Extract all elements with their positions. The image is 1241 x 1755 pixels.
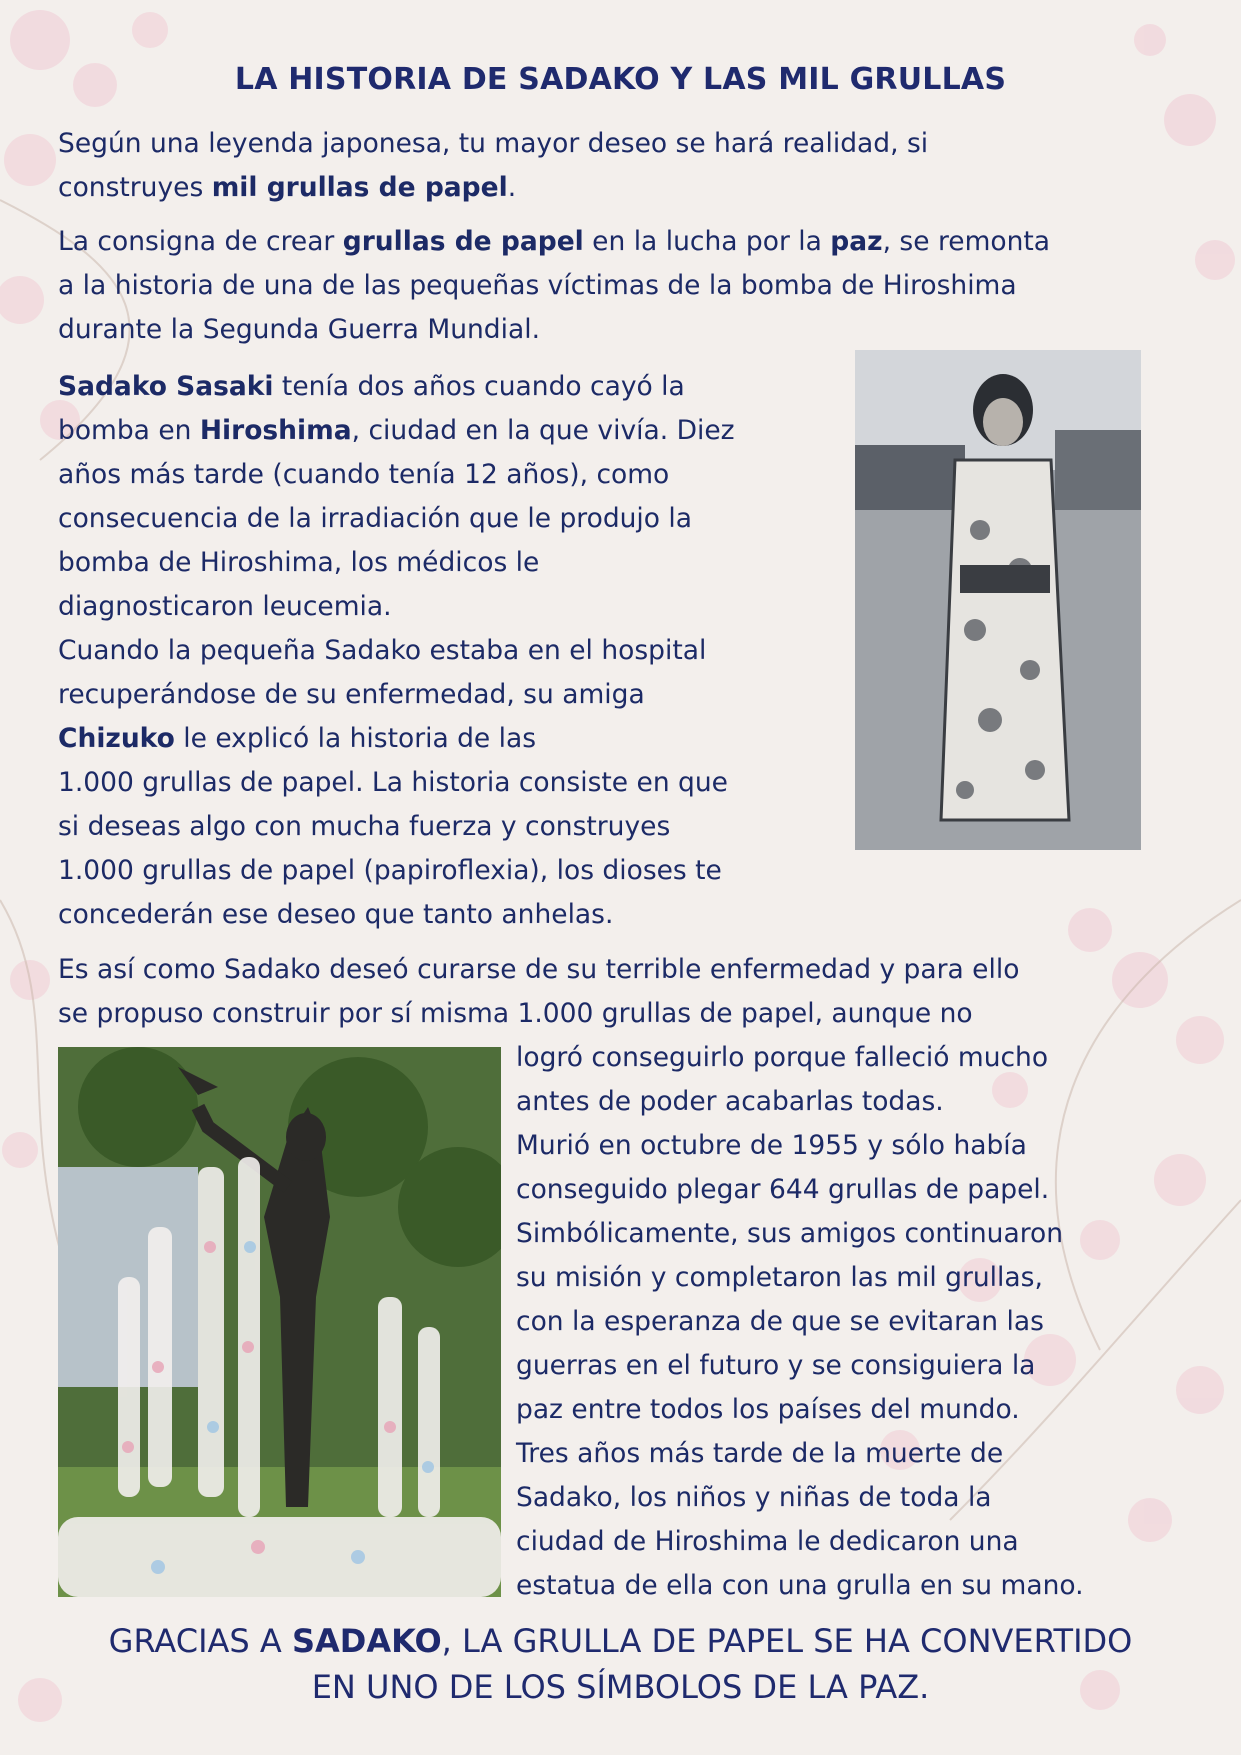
- paragraph-origin: [58, 220, 1198, 352]
- text-line: Simbólicamente, sus amigos continuaron: [516, 1218, 1064, 1249]
- text-line: bomba de Hiroshima, los médicos le: [58, 547, 540, 578]
- bold-fragment: grullas de papel: [342, 226, 584, 257]
- text-fragment: .: [507, 172, 517, 203]
- text-line: Cuando la pequeña Sadako estaba en el hospital: [58, 635, 707, 666]
- paragraph-death-and-legacy: [516, 1036, 1196, 1608]
- text-line: Tres años más tarde de la muerte de: [516, 1438, 1004, 1469]
- text-line: su misión y completaron las mil grullas,: [516, 1262, 1043, 1293]
- text-line: [58, 409, 858, 453]
- text-line: paz entre todos los países del mundo.: [516, 1394, 1020, 1425]
- bold-fragment: Sadako Sasaki: [58, 371, 274, 402]
- text-fragment: construyes: [58, 172, 212, 203]
- text-line: años más tarde (cuando tenía 12 años), como: [58, 459, 670, 490]
- text-line: ciudad de Hiroshima le dedicaron una: [516, 1526, 1019, 1557]
- text-line: estatua de ella con una grulla en su mano.: [516, 1570, 1084, 1601]
- text-line: antes de poder acabarlas todas.: [516, 1086, 944, 1117]
- text-fragment: GRACIAS A: [108, 1622, 292, 1660]
- paragraph-wish: [58, 948, 1208, 1036]
- page-title: LA HISTORIA DE SADAKO Y LAS MIL GRULLAS: [234, 62, 1007, 97]
- text-line: [58, 220, 1198, 264]
- text-fragment: en la lucha por la: [583, 226, 831, 257]
- text-fragment: le explicó la historia de las: [174, 723, 537, 754]
- text-line: logró conseguirlo porque falleció mucho: [516, 1042, 1049, 1073]
- text-fragment: , ciudad en la que vivía. Diez: [351, 415, 735, 446]
- text-line: consecuencia de la irradiación que le produjo la: [58, 503, 693, 534]
- bold-fragment: Chizuko: [58, 723, 175, 754]
- sadako-statue-photo: [58, 1047, 501, 1597]
- paragraph-legend: [58, 122, 1188, 210]
- text-line: Es así como Sadako deseó curarse de su terrible enfermedad y para ello: [58, 954, 1020, 985]
- text-line: 1.000 grullas de papel. La historia consiste en que: [58, 767, 728, 798]
- closing-statement: [0, 1618, 1241, 1710]
- text-line: con la esperanza de que se evitaran las: [516, 1306, 1044, 1337]
- text-line: Murió en octubre de 1955 y sólo había: [516, 1130, 1027, 1161]
- text-fragment: tenía dos años cuando cayó la: [273, 371, 685, 402]
- text-line: [58, 717, 858, 761]
- text-line: [0, 1618, 1241, 1664]
- text-fragment: , se remonta: [882, 226, 1051, 257]
- text-line: diagnosticaron leucemia.: [58, 591, 392, 622]
- text-line: guerras en el futuro y se consiguiera la: [516, 1350, 1036, 1381]
- text-line: 1.000 grullas de papel (papiroflexia), los dioses te: [58, 855, 722, 886]
- sadako-portrait-illustration: [855, 350, 1141, 850]
- sadako-statue-illustration: [58, 1047, 501, 1597]
- text-fragment: La consigna de crear: [58, 226, 343, 257]
- sadako-portrait-photo: [855, 350, 1141, 850]
- text-line: [58, 365, 858, 409]
- text-line: recuperándose de su enfermedad, su amiga: [58, 679, 645, 710]
- text-line: [58, 166, 1188, 210]
- bold-fragment: paz: [830, 226, 883, 257]
- bold-fragment: Hiroshima: [199, 415, 352, 446]
- text-line: EN UNO DE LOS SÍMBOLOS DE LA PAZ.: [311, 1668, 930, 1706]
- text-line: durante la Segunda Guerra Mundial.: [58, 314, 540, 345]
- bold-fragment: mil grullas de papel: [211, 172, 508, 203]
- text-line: concederán ese deseo que tanto anhelas.: [58, 899, 614, 930]
- text-line: se propuso construir por sí misma 1.000 grullas de papel, aunque no: [58, 998, 973, 1029]
- text-line: Sadako, los niños y niñas de toda la: [516, 1482, 992, 1513]
- text-fragment: , LA GRULLA DE PAPEL SE HA CONVERTIDO: [441, 1622, 1133, 1660]
- text-fragment: bomba en: [58, 415, 200, 446]
- text-line: a la historia de una de las pequeñas víctimas de la bomba de Hiroshima: [58, 270, 1017, 301]
- text-line: si deseas algo con mucha fuerza y construyes: [58, 811, 671, 842]
- text-line: Según una leyenda japonesa, tu mayor deseo se hará realidad, si: [58, 128, 929, 159]
- text-line: conseguido plegar 644 grullas de papel.: [516, 1174, 1050, 1205]
- bold-fragment: SADAKO: [291, 1622, 442, 1660]
- paragraph-sadako: [58, 365, 858, 937]
